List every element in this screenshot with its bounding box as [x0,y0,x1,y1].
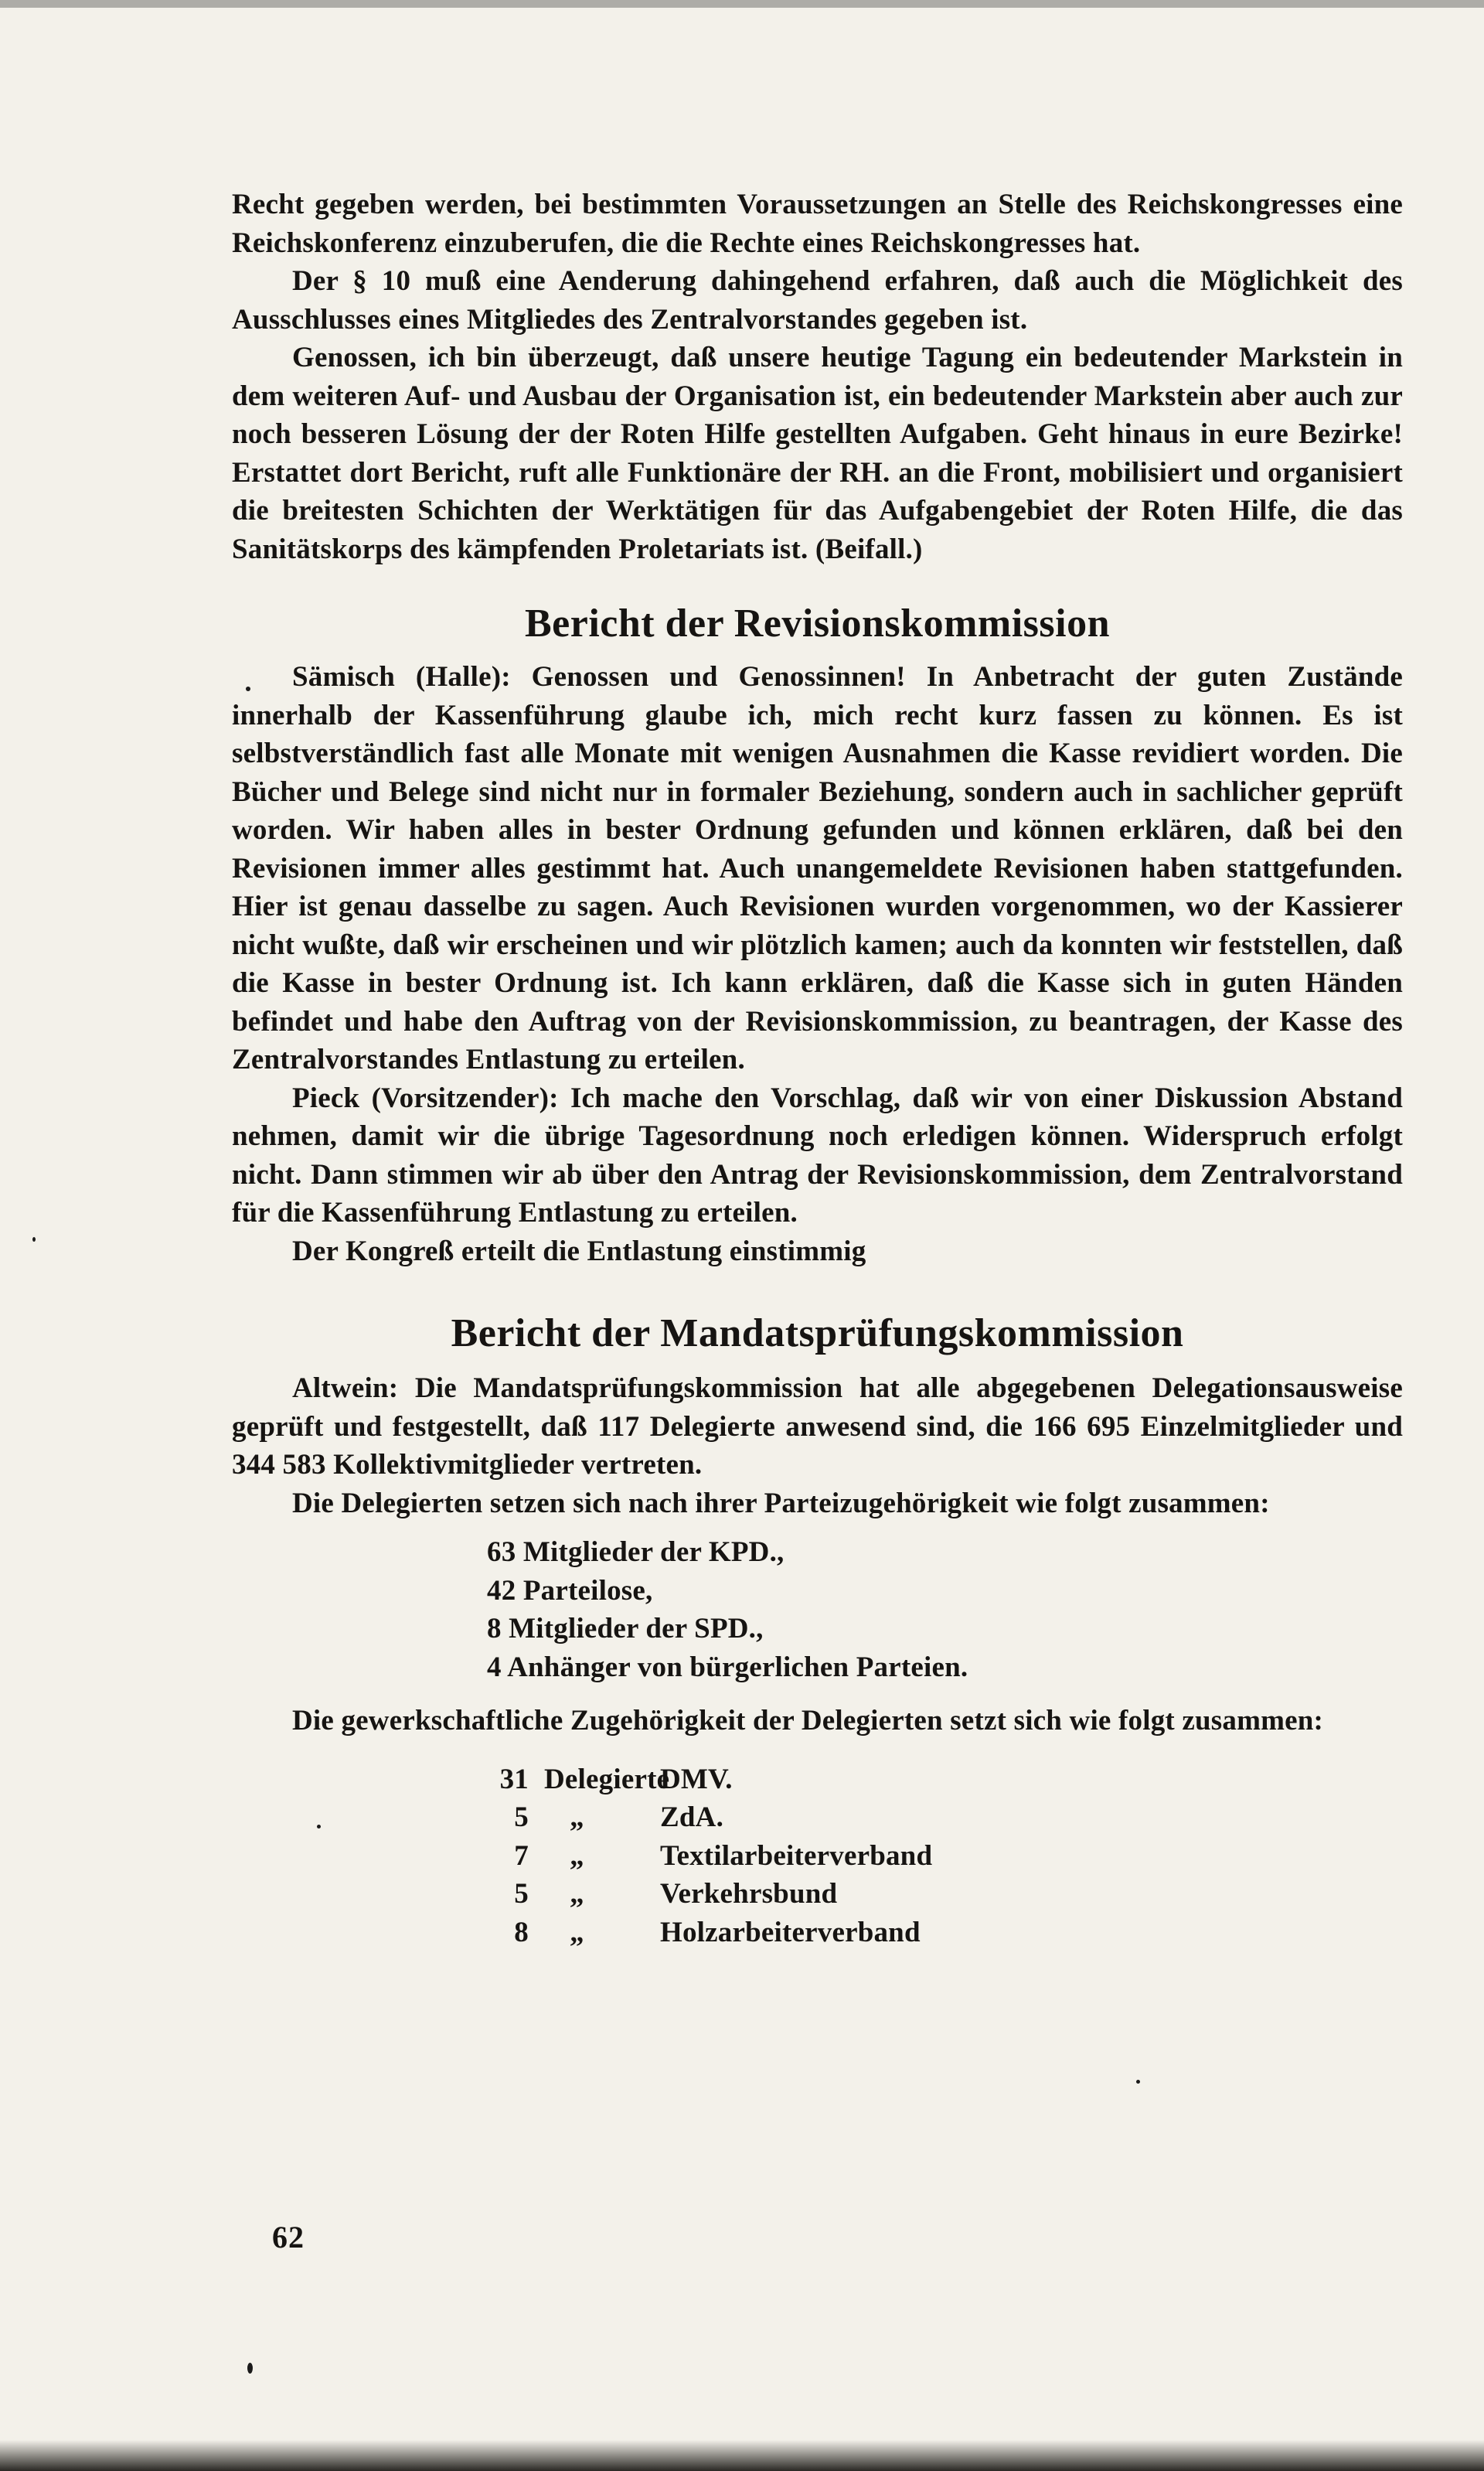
list-item: 8 Mitglieder der SPD., [487,1613,764,1644]
union-name: ZdA. [660,1801,724,1833]
list-item [495,1837,1403,1876]
party-list [487,1533,1403,1686]
scan-edge-bottom [0,2440,1484,2471]
list-item [495,1914,1403,1952]
list-item [495,1875,1403,1914]
text-column [232,186,1403,1951]
union-name: DMV. [660,1763,733,1795]
union-list [495,1760,1403,1952]
delegate-count: 5 [514,1801,529,1833]
speech-paragraph [232,1369,1403,1484]
paragraph: Der § 10 muß eine Aenderung dahingehend erfahren, daß auch die Möglichkeit des Ausschlusses eines Mitgliedes des Zentralvorstandes gegeben ist. [232,265,1403,336]
union-name: Textilarbeiterverband [660,1839,933,1872]
speech-text: (Vorsitzender): Ich mache den Vorschlag, daß wir von einer Diskussion Abstand nehmen, damit wir die übrige Tagesordnung noch erledigen können. Widerspruch erfolgt nicht. Dann stimmen wir ab über den Antrag der Revisionskommission, dem Zentralvorstand für die Kassenführung Entlastung zu erteilen. [232,1082,1403,1229]
speaker-name: Pieck [292,1082,360,1114]
scan-edge-top [0,0,1484,8]
ditto-mark: „ [570,1916,584,1948]
list-item: 42 Parteilose, [487,1574,653,1607]
speaker-name: Altwein: [292,1372,399,1404]
list-item [495,1798,1403,1837]
list-item: 4 Anhänger von bürgerlichen Parteien. [487,1651,968,1683]
paragraph: Die gewerkschaftliche Zugehörigkeit der Delegierten setzt sich wie folgt zusammen: [292,1705,1324,1737]
speech-paragraph [232,658,1403,1079]
list-item: 63 Mitglieder der KPD., [487,1536,785,1568]
scan-speck [246,687,250,691]
speaker-name: Sämisch [292,661,395,693]
union-name: Holzarbeiterverband [660,1916,921,1948]
section-heading: Bericht der Mandatsprüfungskommission [451,1311,1184,1355]
scan-speck [247,2363,253,2374]
delegate-count: 7 [514,1839,529,1872]
paragraph: Genossen, ich bin überzeugt, daß unsere heutige Tagung ein bedeutender Markstein in dem weiteren Auf- und Ausbau der Organisation ist, ein bedeutender Markstein aber auch zur noch besseren Lösung der der Roten Hilfe gestellten Aufgaben. Geht hinaus in eure Bezirke! Erstattet dort Bericht, ruft alle Funktionäre der RH. an die Front, mobilisiert und organisiert die breitesten Schichten der Werktätigen für das Aufgabengebiet der Roten Hilfe, die das Sanitätskorps des kämpfenden Proletariats ist. (Beifall.) [232,342,1403,565]
ditto-mark: „ [570,1878,584,1910]
scan-speck [317,1825,321,1829]
union-name: Verkehrsbund [660,1878,838,1910]
delegate-unit: Delegierte [544,1763,670,1795]
result-line: Der Kongreß erteilt die Entlastung einstimmig [292,1235,866,1267]
section-heading: Bericht der Revisionskommission [524,602,1110,646]
ditto-mark: „ [570,1801,584,1833]
delegate-count: 5 [514,1878,529,1910]
delegate-count: 8 [514,1916,529,1948]
speech-text: Die Mandatsprüfungskommission hat alle abgegebenen Delegationsausweise geprüft und festgestellt, daß 117 Delegierte anwesend sind, die 166 695 Einzelmitglieder und 344 583 Kollektivmitglieder vertreten. [232,1372,1404,1481]
paragraph: Die Delegierten setzen sich nach ihrer Parteizugehörigkeit wie folgt zusammen: [292,1487,1270,1519]
speech-paragraph [232,1079,1403,1232]
page-number: 62 [272,2220,305,2255]
speech-text: (Halle): Genossen und Genossinnen! In Anbetracht der guten Zustände innerhalb der Kassenführung glaube ich, mich recht kurz fassen zu können. Es ist selbstverständlich fast alle Monate mit wenigen Ausnahmen die Kasse revidiert worden. Die Bücher und Belege sind nicht nur in formaler Beziehung, sondern auch in sachlicher geprüft worden. Wir haben alles in bester Ordnung gefunden und können erklären, daß bei den Revisionen immer alles gestimmt hat. Auch unangemeldete Revisionen haben stattgefunden. Hier ist genau dasselbe zu sagen. Auch Revisionen wurden vorgenommen, wo der Kassierer nicht wußte, daß wir erscheinen und wir plötzlich kamen; auch da konnten wir feststellen, daß die Kasse in bester Ordnung ist. Ich kann erklären, daß die Kasse sich in guten Händen befindet und habe den Auftrag von der Revisionskommission, zu beantragen, der Kasse des Zentralvorstandes Entlastung zu erteilen. [232,661,1404,1075]
scan-speck [1136,2080,1140,2084]
delegate-count: 31 [499,1763,529,1795]
scan-speck [32,1237,36,1242]
list-item [495,1760,1403,1799]
ditto-mark: „ [570,1839,584,1872]
paragraph: Recht gegeben werden, bei bestimmten Voraussetzungen an Stelle des Reichskongresses eine Reichskonferenz einzuberufen, die die Rechte eines Reichskongresses hat. [232,189,1403,259]
